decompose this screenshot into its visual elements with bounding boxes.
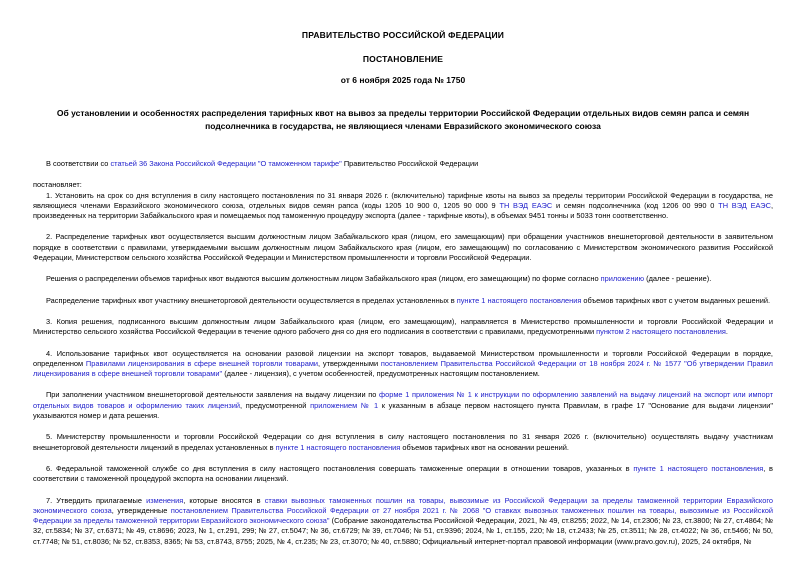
paragraph-preamble [33, 159, 773, 169]
inline-link[interactable]: изменения [146, 495, 184, 505]
text-segment: постановляет: [33, 180, 82, 190]
paragraph-item-5 [33, 432, 773, 453]
paragraph-item-6 [33, 464, 773, 485]
inline-link[interactable]: статьей 36 Закона Российской Федерации "О таможенном тарифе" [110, 159, 342, 168]
inline-link[interactable]: приложением № 1 [310, 400, 379, 410]
text-segment: 5. Министерству промышленности и торговли Российской Федерации со дня вступления в силу настоящего постановления по 31 января 2026 г. (включительно) осуществлять выдачу участникам внешнеторговой деятельности лицензий в пределах установленных в [33, 432, 773, 452]
paragraph-item-1 [33, 191, 773, 222]
inline-link[interactable]: пункте 1 настоящего постановления [456, 295, 582, 305]
text-segment: Правительство Российской Федерации [341, 159, 479, 168]
inline-link[interactable]: пункте 1 настоящего постановления [275, 442, 401, 452]
document-body [33, 159, 773, 547]
text-segment: , утвержденные [111, 505, 171, 515]
text-segment: 1. Установить на срок со дня вступления в силу настоящего постановления по 31 января 2026 г. (включительно) тарифные квоты на вывоз за пределы территории Российской Федерации в государства, не являющиеся членами Евразийского экономического союза, отдельных видов семян рапса (коды 1205 10 900 0, 1205 90 000 9 [33, 190, 773, 210]
document-header [33, 30, 773, 133]
inline-link[interactable]: пункте 1 настоящего постановления [633, 463, 764, 473]
text-segment: 6. Федеральной таможенной службе со дня вступления в силу настоящего постановления совершать таможенные операции в отношении товаров, указанных в [46, 463, 634, 473]
paragraph-decisions [33, 274, 773, 284]
text-segment: 2. Распределение тарифных квот осуществляется высшим должностным лицом Забайкальского края (лицом, его замещающим) при обращении участников внешнеторговой деятельности в заявительном порядке в соответствии с правилами, утверждаемыми высшим должностным лицом Забайкальского края (лицом, его замещающим) по согласованию с Министерством экономического развития Российской Федерации, Министерством сельского хозяйства Российской Федерации и Министерством промышленности и торговли Российской Федерации. [33, 232, 773, 263]
paragraph-distribution [33, 296, 773, 306]
issuing-authority: ПРАВИТЕЛЬСТВО РОССИЙСКОЙ ФЕДЕРАЦИИ [301, 30, 505, 40]
inline-link[interactable]: пунктом 2 настоящего постановления [596, 327, 726, 337]
text-segment: 3. Копия решения, подписанного высшим должностным лицом Забайкальского края (лицом, его замещающим), направляется в Министерство промышленности и торговли Российской Федерации и Министерство сельского хозяйства Российской Федерации в течение одного рабочего дня со дня его подписания в соответствии с правилами, предусмотренными [33, 316, 773, 337]
text-segment: , которые вносятся в [183, 495, 265, 505]
inline-link[interactable]: ставки вывозных таможенных пошлин на товары, вывозимые из Российской Федерации за пределы таможенной территории Евразийского экономического союза [33, 495, 774, 515]
text-segment: Распределение тарифных квот участнику внешнеторговой деятельности осуществляется в пределах установленных в [46, 295, 457, 305]
text-segment: В соответствии со [46, 159, 111, 168]
paragraph-item-2 [33, 232, 773, 263]
text-segment: , предусмотренной [240, 400, 311, 410]
inline-link[interactable]: ТН ВЭД ЕАЭС [718, 200, 771, 210]
text-segment: Решения о распределении объемов тарифных квот выдаются высшим должностным лицом Забайкальского края (лицом, его замещающим) по форме согласно [46, 274, 601, 284]
text-segment: При заполнении участником внешнеторговой деятельности заявления на выдачу лицензии по [46, 390, 380, 400]
paragraph-item-7 [33, 496, 773, 547]
text-segment: . [725, 327, 728, 337]
text-segment: , в соответствии с таможенной процедурой экспорта на основании лицензий. [33, 463, 773, 484]
text-segment: и семян подсолнечника (код 1206 00 990 0 [552, 200, 719, 210]
inline-link[interactable]: постановлением Правительства Российской Федерации от 18 ноября 2024 г. № 1577 "Об утверждении Правил лицензирования в сфере внешней торговли товарами" [33, 358, 773, 379]
document-title: Об установлении и особенностях распределения тарифных квот на вывоз за пределы территории Российской Федерации отдельных видов семян рапса и семян подсолнечника в государства, не являющиеся членами Евразийского экономического союза [56, 108, 750, 131]
text-segment: (далее - лицензия), с учетом особенностей, предусмотренных настоящим постановлением. [222, 369, 540, 379]
document-type: ПОСТАНОВЛЕНИЕ [362, 54, 444, 64]
text-segment: , утвержденными [318, 358, 381, 368]
paragraph-license-application [33, 390, 773, 421]
text-segment: (Собрание законодательства Российской Федерации, 2021, № 49, ст.8255; 2022, № 14, ст.2306; № 23, ст.3800; № 27, ст.4864; № 32, ст.5834; № 37, ст.6371; № 49, ст.8696; 2023, № 1, ст.291, 299; № 27, ст.5047; № 36, ст.6729; № 39, ст.7046; № 51, ст.9396; 2024, № 1, ст.155, 220; № 18, ст.2433; № 25, ст.3511; № 28, ст.4022; № 36, ст.5466; № 50, ст.7748; № 51, ст.8036; № 52, ст.8353, 8365; № 53, ст.8743, 8755; 2025, № 4, ст.235; № 23, ст.3070; № 40, ст.5880; Официальный интернет-портал правовой информации (www.pravo.gov.ru), 2025, 24 октября, № [33, 516, 774, 546]
text-segment: (далее - решение). [644, 274, 712, 284]
text-segment: 7. Утвердить прилагаемые [46, 495, 147, 505]
document-date-number: от 6 ноября 2025 года № 1750 [340, 75, 466, 85]
text-segment: объемов тарифных квот с учетом выданных решений. [581, 295, 771, 305]
inline-link[interactable]: Правилами лицензирования в сфере внешней торговли товарами [85, 358, 319, 368]
paragraph-item-3 [33, 317, 773, 338]
text-segment: , произведенных на территории Забайкальского края и помещаемых под таможенную процедуру экспорта (далее - тарифные квоты), в объемах 9451 тонны и 5033 тонн соответственно. [33, 200, 773, 221]
inline-link[interactable]: форме 1 приложения № 1 к инструкции по оформлению заявлений на выдачу лицензий на экспорт или импорт отдельных видов товаров и оформлению таких лицензий [33, 390, 773, 410]
inline-link[interactable]: приложению [600, 274, 645, 284]
paragraph-resolves [33, 180, 773, 190]
paragraph-item-4 [33, 349, 773, 380]
inline-link[interactable]: постановлением Правительства Российской Федерации от 27 ноября 2021 г. № 2068 "О ставках вывозных таможенных пошлин на товары, вывозимые из Российской Федерации за пределы таможенной территории Евразийского экономического союза" [33, 505, 774, 526]
text-segment: 4. Использование тарифных квот осуществляется на основании разовой лицензии на экспорт товаров, выдаваемой Министерством промышленности и торговли Российской Федерации в порядке, определенном [33, 348, 773, 368]
text-segment: к указанным в абзаце первом настоящего пункта Правилам, в графе 17 "Основание для выдачи лицензии" указываются номер и дата решения. [33, 400, 773, 421]
text-segment: объемов тарифных квот на основании решений. [400, 442, 569, 452]
inline-link[interactable]: ТН ВЭД ЕАЭС [499, 200, 553, 210]
